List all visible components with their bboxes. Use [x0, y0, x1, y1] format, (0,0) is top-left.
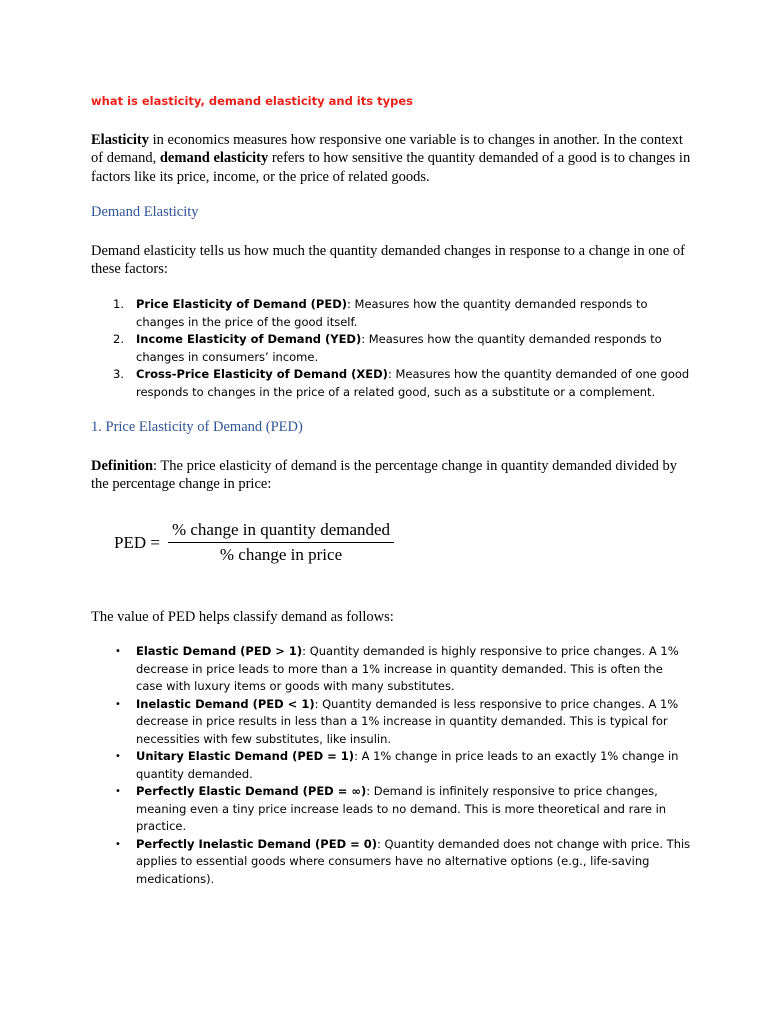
list-item-text: : Measures how the quantity demanded responds to changes in consumers’ income.	[136, 332, 662, 364]
list-marker: 2.	[113, 332, 124, 346]
list-item-text: : A 1% change in price leads to an exactly 1% change in quantity demanded.	[136, 749, 679, 781]
intro-term-demand-elasticity: demand elasticity	[159, 150, 269, 167]
document-title: what is elasticity, demand elasticity and its types	[91, 94, 413, 108]
list-item-text: : Quantity demanded is less responsive to price changes. A 1% decrease in price results in less than a 1% increase in quantity demanded. This is typical for necessities with few substitutes, like insulin.	[136, 696, 679, 746]
intro-text-1: in economics measures how responsive one variable is to changes in another. In the context of demand,	[91, 132, 683, 167]
list-item-text: : Measures how the quantity demanded responds to changes in the price of the good itself.	[136, 297, 648, 329]
bullet-icon: •	[115, 646, 121, 657]
list-item-term: Elastic Demand (PED > 1)	[136, 644, 303, 658]
ped-formula	[114, 520, 394, 565]
intro-text-2: refers to how sensitive the quantity demanded of a good is to changes in factors like its price, income, or the price of related goods.	[91, 150, 691, 185]
list-item-text: : Quantity demanded does not change with price. This applies to essential goods where consumers have no alternative options (e.g., life-saving medications).	[136, 836, 691, 886]
list-item	[91, 331, 691, 366]
list-item	[91, 696, 691, 749]
definition-paragraph	[91, 457, 691, 494]
list-item-term: Income Elasticity of Demand (YED)	[136, 332, 362, 346]
list-item	[91, 366, 691, 401]
list-item-term: Perfectly Elastic Demand (PED = ∞)	[136, 784, 367, 798]
bullet-icon: •	[115, 751, 121, 762]
list-item-text: : Measures how the quantity demanded of one good responds to changes in the price of a related good, such as a substitute or a complement.	[136, 367, 690, 399]
classify-paragraph: The value of PED helps classify demand as follows:	[91, 609, 394, 625]
intro-paragraph	[91, 131, 691, 186]
definition-text: : The price elasticity of demand is the percentage change in quantity demanded divided by the percentage change in price:	[91, 458, 677, 493]
list-item-term: Price Elasticity of Demand (PED)	[136, 297, 348, 311]
list-item-text: : Quantity demanded is highly responsive to price changes. A 1% decrease in price leads to more than a 1% increase in quantity demanded. This is often the case with luxury items or goods with many substitutes.	[136, 644, 679, 693]
demand-elasticity-paragraph: Demand elasticity tells us how much the quantity demanded changes in response to a change in one of these factors:	[91, 243, 685, 278]
heading-demand-elasticity: Demand Elasticity	[91, 204, 199, 220]
intro-term-elasticity: Elasticity	[91, 132, 149, 148]
bullet-icon: •	[115, 786, 121, 797]
list-item	[91, 296, 691, 331]
list-marker: 3.	[113, 367, 124, 381]
list-item-term: Unitary Elastic Demand (PED = 1)	[136, 749, 355, 763]
list-item-term: Perfectly Inelastic Demand (PED = 0)	[136, 836, 378, 851]
heading-ped: 1. Price Elasticity of Demand (PED)	[91, 419, 303, 435]
bullet-icon: •	[115, 838, 121, 850]
ped-classification-list	[91, 643, 691, 888]
definition-term: Definition	[91, 458, 154, 474]
formula-numerator: % change in quantity demanded	[171, 520, 391, 539]
list-item-term: Inelastic Demand (PED < 1)	[136, 696, 315, 711]
formula-fraction	[168, 520, 394, 565]
list-item	[91, 643, 691, 696]
list-item-term: Cross-Price Elasticity of Demand (XED)	[136, 367, 388, 381]
elasticity-types-list	[91, 296, 691, 401]
list-item	[91, 783, 691, 836]
list-item-text: : Demand is infinitely responsive to price changes, meaning even a tiny price increase leads to no demand. This is more theoretical and rare in practice.	[136, 784, 667, 833]
list-item	[91, 748, 691, 783]
bullet-icon: •	[115, 698, 121, 710]
list-marker: 1.	[113, 297, 124, 311]
formula-denominator: % change in price	[219, 545, 343, 564]
formula-lhs: PED =	[114, 532, 160, 552]
list-item	[91, 836, 691, 889]
fraction-bar	[168, 542, 394, 543]
